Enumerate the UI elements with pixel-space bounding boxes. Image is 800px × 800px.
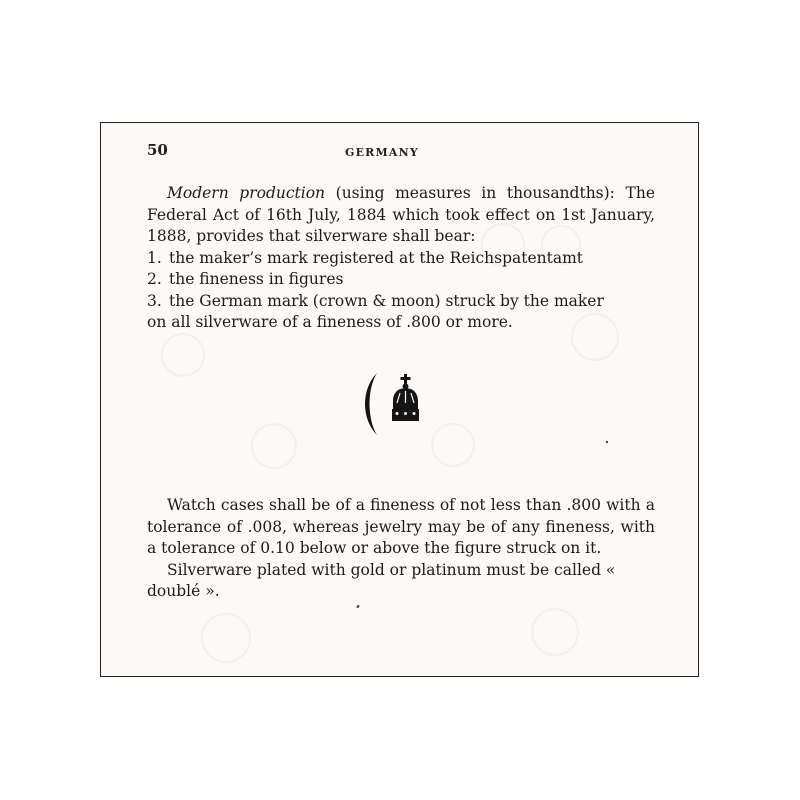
running-head: GERMANY [345, 146, 419, 159]
ink-speck [606, 441, 608, 443]
crown-and-moon-hallmark-icon [363, 371, 427, 437]
page-number: 50 [147, 141, 168, 159]
book-page [100, 122, 699, 677]
plating-paragraph: Silverware plated with gold or platinum must be called « doublé ». [147, 560, 616, 600]
show-through-mark [251, 423, 297, 469]
list-text: the fineness in figures [169, 270, 344, 288]
list-item [147, 269, 655, 291]
intro-lead-text: (using measures in thousandths): The Federal Act of 16th July, 1884 which took effect on 1st January, 1888, provides that silverware shall bear: [147, 184, 655, 245]
list-number: 3. [147, 291, 162, 310]
list-text: the German mark (crown & moon) struck by the maker [169, 291, 604, 310]
intro-lead-italic: Modern production [167, 184, 326, 202]
show-through-mark [531, 608, 579, 656]
show-through-mark [161, 333, 205, 377]
show-through-mark [201, 613, 251, 663]
list-text-continuation: on all silverware of a fineness of .800 or more. [147, 313, 513, 331]
requirements-list [147, 248, 655, 334]
list-item [147, 291, 655, 334]
show-through-mark [431, 423, 475, 467]
list-number: 2. [147, 270, 162, 288]
list-number: 1. [147, 248, 162, 267]
closing-section [147, 495, 655, 603]
ink-speck [356, 605, 359, 609]
intro-section [147, 183, 655, 334]
list-text: the maker’s mark registered at the Reichspatentamt [169, 248, 584, 267]
list-item [147, 248, 655, 270]
watch-cases-paragraph: Watch cases shall be of a fineness of not less than .800 with a tolerance of .008, whereas jewelry may be of any fineness, with a tolerance of 0.10 below or above the figure struck on it. [147, 496, 655, 557]
intro-paragraph [147, 183, 655, 248]
